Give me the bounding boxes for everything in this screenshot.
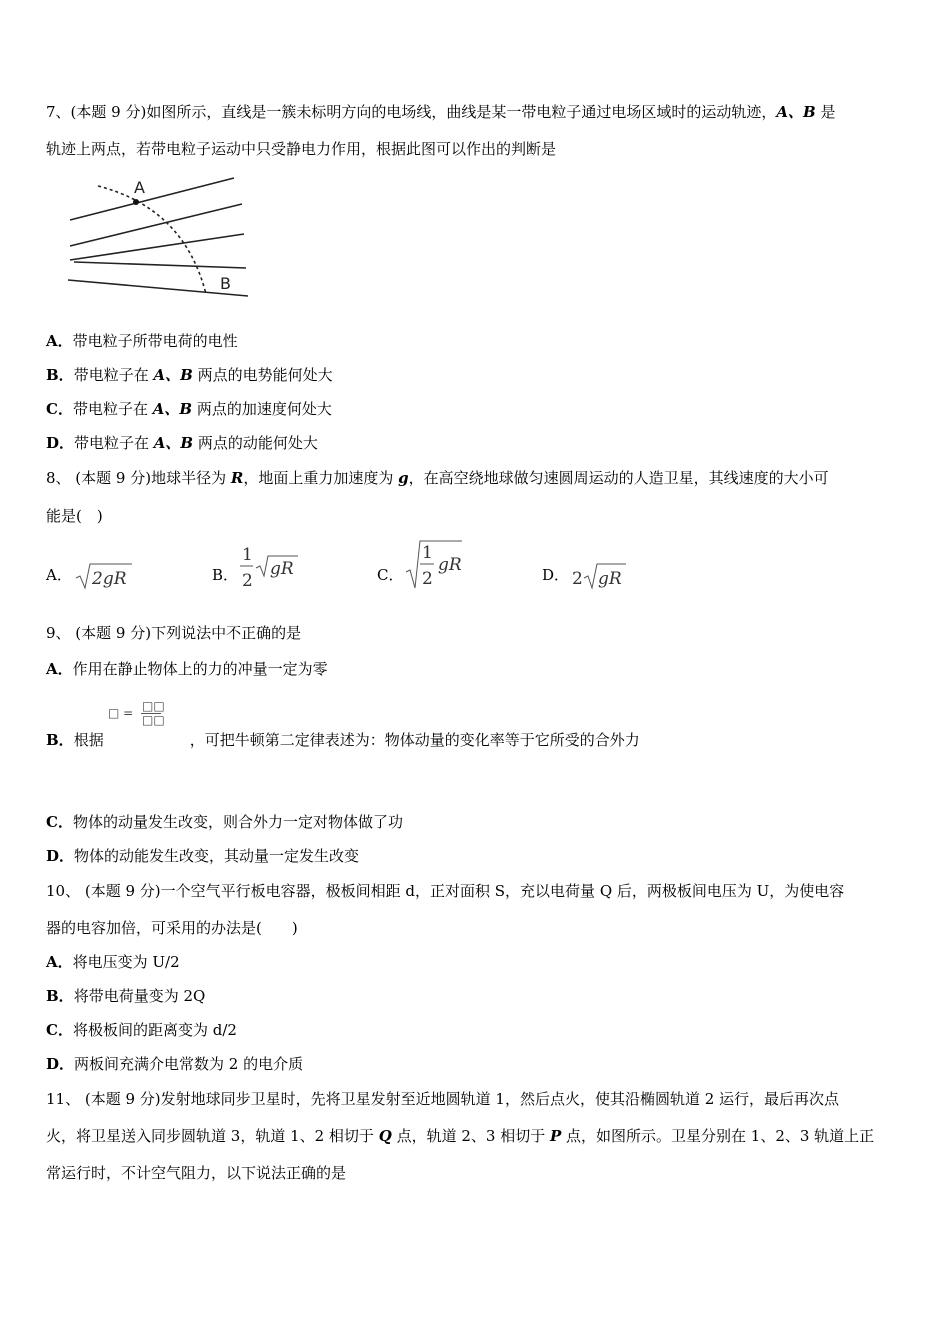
svg-text:2gR: 2gR [92, 569, 127, 589]
q7-option-c[interactable]: C．带电粒子在 A、B 两点的加速度何处大 [46, 400, 332, 418]
q8-stem-line1: 8、 (本题 9 分)地球半径为 R，地面上重力加速度为 g，在高空绕地球做匀速圆周运动的人造卫星，其线速度的大小可 [46, 469, 829, 487]
q8-stem-line2: 能是( ) [46, 507, 103, 525]
q10-option-c[interactable]: C．将极板间的距离变为 d/2 [46, 1021, 237, 1039]
svg-text:2: 2 [242, 571, 253, 591]
q7-stem-line1 [46, 101, 835, 123]
svg-text:2: 2 [422, 569, 433, 589]
q7-ab-label: A、B [776, 103, 816, 121]
q11-stem-line1: 11、 (本题 9 分)发射地球同步卫星时，先将卫星发射至近地圆轨道 1，然后点火，使其沿椭圆轨道 2 运行，最后再次点 [46, 1090, 840, 1108]
svg-text:1: 1 [422, 543, 433, 563]
svg-text:gR: gR [438, 555, 462, 575]
svg-text:gR: gR [598, 569, 622, 589]
q7-stem-text: 7、(本题 9 分)如图所示，直线是一簇未标明方向的电场线，曲线是某一带电粒子通过电场区域时的运动轨迹， [46, 103, 777, 121]
document-page: 7、(本题 9 分)如图所示，直线是一簇未标明方向的电场线，曲线是某一带电粒子通过电场区域时的运动轨迹，A、B 是 轨迹上两点，若带电粒子运动中只受静电力作用，根据此图可以作出的判断是 A B A．带电粒子所带电荷的电性 B．带电粒子在 A、B 两点的电势能何处大 C．带电粒子在 A、B 两点的加速度何处大 D．带电粒子在 A、B 两点的动能何处大 8、 (本题 9 分)地球半径为 R，地面上重力加速度为 g，在高空绕地球做匀速圆周运动的人造卫星，其线速度的大小可 能是( ) A． 2gR B． 1 2 gR C． 1 2 gR D． 2 gR 9、 (本题 9 分)下列说法中不正确的是 A．作用在静止物体上的力的冲量一定为零 □ = □□ □□ B．根据 ，可把牛顿第二定律表述为：物体动量的变化率等于它所受的合外力 C．物体的动量发生改变，则合外力一定对物体做了功 D．物体的动能发生改变，其动量一定发生改变 10、 (本题 9 分)一个空气平行板电容器，极板间相距 d，正对面积 S，充以电荷量 Q 后，两极板间电压为 U，为使电容 器的电容加倍，可采用的办法是( ) A．将电压变为 U/2 B．将带电荷量变为 2Q C．将极板间的距离变为 d/2 D．两板间充满介电常数为 2 的电介质 11、 (本题 9 分)发射地球同步卫星时，先将卫星发射至近地圆轨道 1，然后点火，使其沿椭圆轨道 2 运行，最后再次点 火，将卫星送入同步圆轨道 3，轨道 1、2 相切于 Q 点，轨道 2、3 相切于 P 点，如图所示。卫星分别在 1、2、3 轨道上正 常运行时，不计空气阻力，以下说法正确的是 [46, 103, 875, 1182]
svg-text:2: 2 [572, 569, 583, 589]
q7-stem-suffix: 是 [815, 103, 836, 121]
q8-option-d-label[interactable]: D． [542, 566, 570, 584]
field-line-2 [70, 204, 242, 246]
q10-option-b[interactable]: B．将带电荷量变为 2Q [46, 987, 206, 1005]
q7-option-a[interactable]: A．带电粒子所带电荷的电性 [46, 332, 238, 350]
electric-field-figure [64, 172, 254, 302]
q7-option-d[interactable]: D．带电粒子在 A、B 两点的动能何处大 [46, 434, 318, 452]
field-line-1 [70, 178, 234, 220]
q10-option-d[interactable]: D．两板间充满介电常数为 2 的电介质 [46, 1055, 304, 1073]
field-line-3 [70, 234, 244, 260]
q9-option-c[interactable]: C．物体的动量发生改变，则合外力一定对物体做了功 [46, 813, 403, 831]
q7-stem-line2: 轨迹上两点，若带电粒子运动中只受静电力作用，根据此图可以作出的判断是 [46, 140, 557, 158]
q8-option-a-formula[interactable] [74, 558, 134, 594]
q8-option-b-label[interactable]: B． [212, 566, 239, 584]
q10-option-a[interactable]: A．将电压变为 U/2 [46, 953, 180, 971]
q10-stem-line1: 10、 (本题 9 分)一个空气平行板电容器，极板间相距 d，正对面积 S，充以电荷量 Q 后，两极板间电压为 U，为使电容 [46, 882, 845, 900]
point-a-label: A [134, 178, 145, 197]
q10-stem-line2: 器的电容加倍，可采用的办法是( ) [46, 919, 298, 937]
q8-option-c-formula[interactable] [404, 538, 466, 594]
field-line-4 [74, 262, 246, 268]
point-b-label: B [220, 274, 231, 293]
svg-text:gR: gR [270, 559, 294, 579]
svg-text:1: 1 [242, 545, 253, 565]
q9-option-b[interactable]: B．根据 ，可把牛顿第二定律表述为：物体动量的变化率等于它所受的合外力 [46, 731, 640, 749]
q9-stem: 9、 (本题 9 分)下列说法中不正确的是 [46, 624, 302, 642]
q8-option-b-formula[interactable] [238, 544, 302, 594]
q7-option-b[interactable]: B．带电粒子在 A、B 两点的电势能何处大 [46, 366, 333, 384]
q11-stem-line2: 火，将卫星送入同步圆轨道 3，轨道 1、2 相切于 Q 点，轨道 2、3 相切于 P 点，如图所示。卫星分别在 1、2、3 轨道上正 [46, 1127, 875, 1145]
q9-option-a[interactable]: A．作用在静止物体上的力的冲量一定为零 [46, 660, 328, 678]
q8-option-c-label[interactable]: C． [377, 566, 404, 584]
q8-option-d-formula[interactable] [570, 558, 630, 594]
q8-option-a-label[interactable]: A． [46, 566, 72, 584]
particle-trajectory [98, 186, 206, 294]
q9-option-d[interactable]: D．物体的动能发生改变，其动量一定发生改变 [46, 847, 360, 865]
q11-stem-line3: 常运行时，不计空气阻力，以下说法正确的是 [46, 1164, 347, 1182]
point-a-marker [133, 199, 139, 205]
